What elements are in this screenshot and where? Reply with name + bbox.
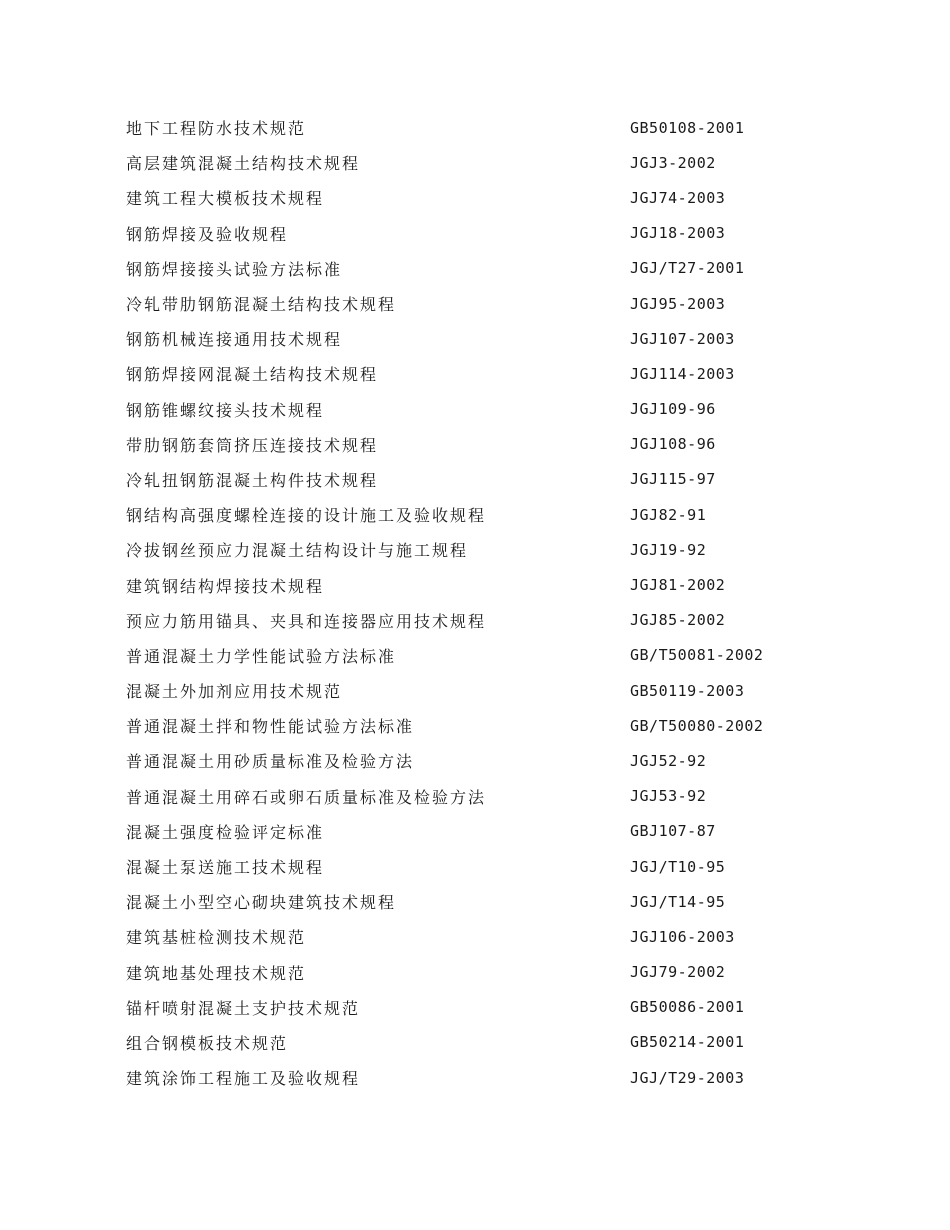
standard-name: 冷轧带肋钢筋混凝土结构技术规程 xyxy=(126,295,397,315)
standard-code: JGJ108-96 xyxy=(630,435,716,454)
list-item xyxy=(126,1060,826,1095)
standard-code: GB50119-2003 xyxy=(630,681,745,700)
list-item xyxy=(126,638,826,673)
standard-code: JGJ109-96 xyxy=(630,400,716,419)
list-item xyxy=(126,814,826,849)
standard-code: GB50214-2001 xyxy=(630,1033,745,1052)
list-item xyxy=(126,321,826,356)
standard-code: JGJ3-2002 xyxy=(630,153,716,172)
list-item xyxy=(126,427,826,462)
standard-name: 带肋钢筋套筒挤压连接技术规程 xyxy=(126,435,379,455)
list-item xyxy=(126,673,826,708)
standard-code: JGJ81-2002 xyxy=(630,576,726,595)
standard-name: 普通混凝土力学性能试验方法标准 xyxy=(126,646,397,666)
standard-code: JGJ/T29-2003 xyxy=(630,1068,745,1087)
list-item xyxy=(126,145,826,180)
standard-code: JGJ82-91 xyxy=(630,505,707,524)
standard-code: JGJ79-2002 xyxy=(630,963,726,982)
standard-code: JGJ/T10-95 xyxy=(630,857,726,876)
standard-name: 冷轧扭钢筋混凝土构件技术规程 xyxy=(126,470,379,490)
standard-name: 普通混凝土用砂质量标准及检验方法 xyxy=(126,752,415,772)
standard-code: JGJ18-2003 xyxy=(630,224,726,243)
standard-code: GB50086-2001 xyxy=(630,998,745,1017)
standard-name: 建筑涂饰工程施工及验收规程 xyxy=(126,1069,361,1089)
standard-name: 钢筋焊接及验收规程 xyxy=(126,224,289,244)
list-item xyxy=(126,216,826,251)
list-item xyxy=(126,1025,826,1060)
standard-name: 钢筋焊接网混凝土结构技术规程 xyxy=(126,365,379,385)
standard-code: GB50108-2001 xyxy=(630,118,745,137)
standard-name: 冷拔钢丝预应力混凝土结构设计与施工规程 xyxy=(126,541,469,561)
standard-name: 混凝土外加剂应用技术规范 xyxy=(126,682,343,702)
list-item xyxy=(126,603,826,638)
standard-name: 组合钢模板技术规范 xyxy=(126,1033,289,1053)
list-item xyxy=(126,708,826,743)
standard-code: JGJ95-2003 xyxy=(630,294,726,313)
standard-code: JGJ/T14-95 xyxy=(630,892,726,911)
list-item xyxy=(126,251,826,286)
list-item xyxy=(126,779,826,814)
standard-name: 建筑基桩检测技术规范 xyxy=(126,928,307,948)
list-item xyxy=(126,849,826,884)
standard-name: 普通混凝土用碎石或卵石质量标准及检验方法 xyxy=(126,787,487,807)
standard-code: GB/T50080-2002 xyxy=(630,716,764,735)
standard-name: 预应力筋用锚具、夹具和连接器应用技术规程 xyxy=(126,611,487,631)
list-item xyxy=(126,567,826,602)
list-item xyxy=(126,532,826,567)
standard-name: 混凝土小型空心砌块建筑技术规程 xyxy=(126,893,397,913)
list-item xyxy=(126,743,826,778)
list-item xyxy=(126,884,826,919)
standard-code: GB/T50081-2002 xyxy=(630,646,764,665)
list-item xyxy=(126,462,826,497)
standard-name: 建筑钢结构焊接技术规程 xyxy=(126,576,325,596)
list-item xyxy=(126,286,826,321)
standard-code: JGJ85-2002 xyxy=(630,611,726,630)
list-item xyxy=(126,990,826,1025)
standard-code: JGJ74-2003 xyxy=(630,188,726,207)
standard-code: JGJ114-2003 xyxy=(630,364,735,383)
standards-list xyxy=(126,110,826,1095)
list-item xyxy=(126,180,826,215)
list-item xyxy=(126,356,826,391)
list-item xyxy=(126,497,826,532)
standard-code: JGJ/T27-2001 xyxy=(630,259,745,278)
standard-code: JGJ19-92 xyxy=(630,540,707,559)
standard-code: JGJ107-2003 xyxy=(630,329,735,348)
standard-code: JGJ106-2003 xyxy=(630,927,735,946)
standard-code: GBJ107-87 xyxy=(630,822,716,841)
standard-name: 钢筋机械连接通用技术规程 xyxy=(126,330,343,350)
list-item xyxy=(126,110,826,145)
standard-name: 锚杆喷射混凝土支护技术规范 xyxy=(126,998,361,1018)
standard-code: JGJ52-92 xyxy=(630,751,707,770)
standard-name: 钢筋锥螺纹接头技术规程 xyxy=(126,400,325,420)
standard-name: 混凝土强度检验评定标准 xyxy=(126,822,325,842)
standard-code: JGJ53-92 xyxy=(630,787,707,806)
standard-name: 高层建筑混凝土结构技术规程 xyxy=(126,154,361,174)
standard-name: 混凝土泵送施工技术规程 xyxy=(126,858,325,878)
standard-name: 建筑工程大模板技术规程 xyxy=(126,189,325,209)
standard-name: 钢筋焊接接头试验方法标准 xyxy=(126,259,343,279)
list-item xyxy=(126,919,826,954)
list-item xyxy=(126,392,826,427)
list-item xyxy=(126,955,826,990)
standard-name: 建筑地基处理技术规范 xyxy=(126,963,307,983)
standard-name: 地下工程防水技术规范 xyxy=(126,119,307,139)
standard-code: JGJ115-97 xyxy=(630,470,716,489)
standard-name: 普通混凝土拌和物性能试验方法标准 xyxy=(126,717,415,737)
standard-name: 钢结构高强度螺栓连接的设计施工及验收规程 xyxy=(126,506,487,526)
